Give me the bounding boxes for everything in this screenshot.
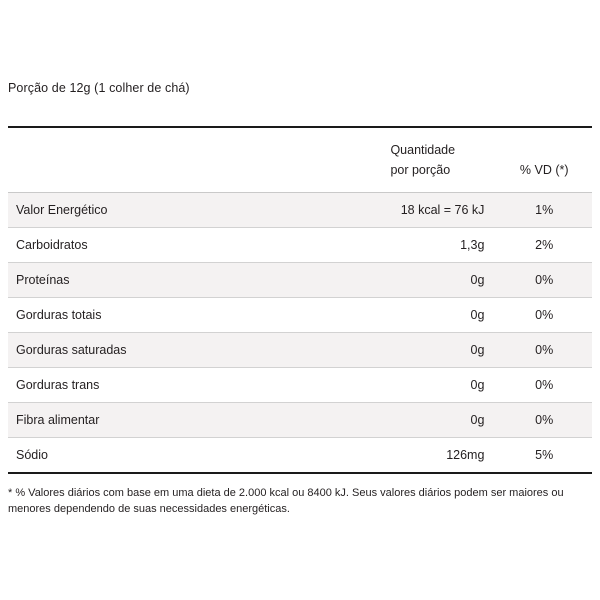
row-daily-value-gorduras-saturadas: 0%	[535, 343, 554, 357]
row-daily-value-proteinas: 0%	[535, 273, 554, 287]
row-daily-value-gorduras-trans: 0%	[535, 378, 554, 392]
table-body	[8, 193, 592, 474]
table-row	[8, 193, 592, 228]
row-quantity-gorduras-totais: 0g	[470, 308, 485, 322]
column-header-daily-value	[496, 127, 592, 193]
column-header-quantity	[336, 127, 496, 193]
row-daily-value-valor-energetico: 1%	[535, 203, 554, 217]
row-label-gorduras-totais: Gorduras totais	[16, 308, 102, 322]
row-quantity-fibra-alimentar: 0g	[470, 413, 485, 427]
row-label-valor-energetico: Valor Energético	[16, 203, 108, 217]
column-header-nutrient	[8, 127, 336, 193]
row-label-fibra-alimentar: Fibra alimentar	[16, 413, 100, 427]
column-header-daily-value-label: % VD (*)	[519, 163, 569, 177]
nutrition-facts-table	[8, 126, 592, 474]
row-label-gorduras-saturadas: Gorduras saturadas	[16, 343, 127, 357]
row-label-proteinas: Proteínas	[16, 273, 70, 287]
row-daily-value-gorduras-totais: 0%	[535, 308, 554, 322]
row-label-carboidratos: Carboidratos	[16, 238, 88, 252]
row-daily-value-sodio: 5%	[535, 448, 554, 462]
column-header-quantity-line2: por porção	[390, 163, 451, 177]
row-label-gorduras-trans: Gorduras trans	[16, 378, 100, 392]
row-quantity-gorduras-trans: 0g	[470, 378, 485, 392]
row-quantity-carboidratos: 1,3g	[460, 238, 485, 252]
row-daily-value-carboidratos: 2%	[535, 238, 554, 252]
table-row	[8, 333, 592, 368]
row-label-sodio: Sódio	[16, 448, 48, 462]
table-row	[8, 228, 592, 263]
row-daily-value-fibra-alimentar: 0%	[535, 413, 554, 427]
row-quantity-gorduras-saturadas: 0g	[470, 343, 485, 357]
table-row	[8, 403, 592, 438]
table-header	[8, 127, 592, 193]
daily-value-footnote: * % Valores diários com base em uma dieta de 2.000 kcal ou 8400 kJ. Seus valores diários podem ser maiores ou menores dependendo de suas necessidades energéticas.	[8, 487, 564, 515]
table-row	[8, 298, 592, 333]
row-quantity-valor-energetico: 18 kcal = 76 kJ	[400, 203, 485, 217]
column-header-quantity-line1: Quantidade	[390, 143, 456, 157]
row-quantity-proteinas: 0g	[470, 273, 485, 287]
serving-size-text: Porção de 12g (1 colher de chá)	[8, 81, 190, 95]
table-row	[8, 263, 592, 298]
table-row	[8, 368, 592, 403]
row-quantity-sodio: 126mg	[446, 448, 485, 462]
table-row	[8, 438, 592, 474]
table-header-row	[8, 127, 592, 193]
